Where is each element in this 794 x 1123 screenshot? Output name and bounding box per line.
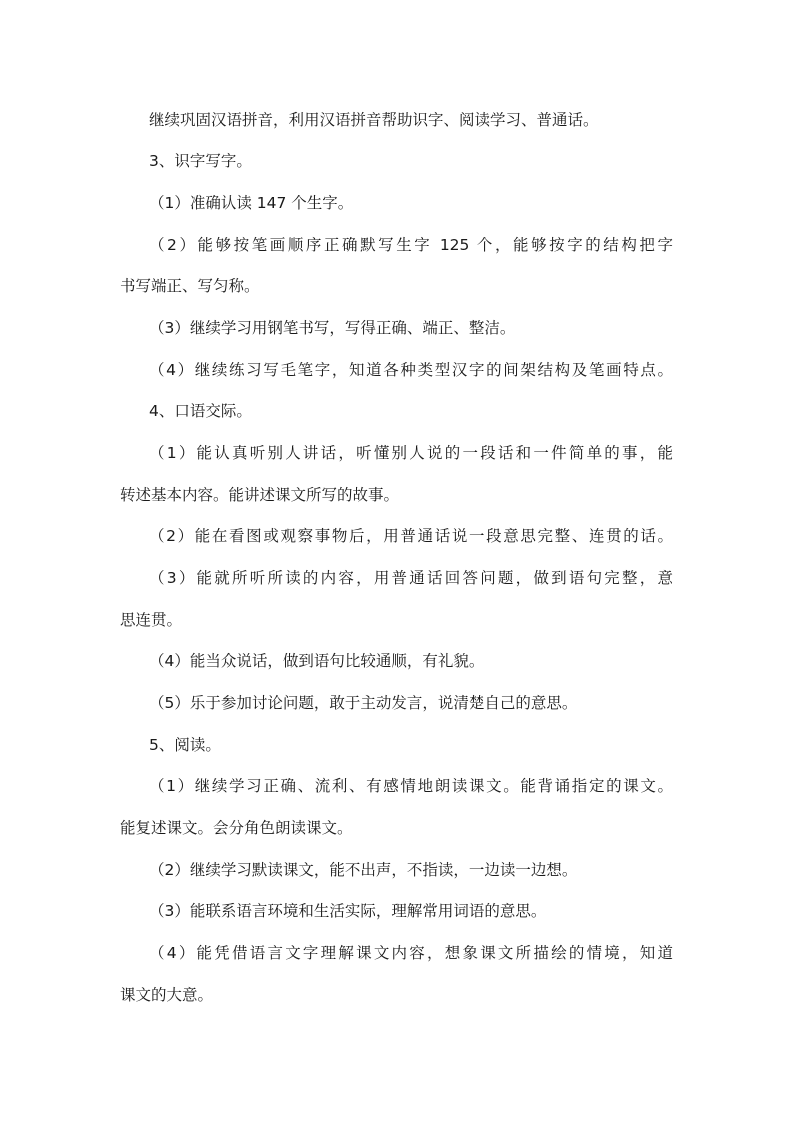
list-item: （1）能认真听别人讲话，听懂别人说的一段话和一件简单的事，能 bbox=[149, 444, 673, 462]
list-item: （4）继续练习写毛笔字，知道各种类型汉字的间架结构及笔画特点。 bbox=[149, 361, 673, 379]
list-item: （2）能在看图或观察事物后，用普通话说一段意思完整、连贯的话。 bbox=[149, 527, 673, 545]
section-heading: 3、识字写字。 bbox=[149, 152, 252, 170]
list-item: （2）能够按笔画顺序正确默写生字 125 个，能够按字的结构把字 bbox=[149, 236, 673, 254]
list-item: （1）准确认读 147 个生字。 bbox=[149, 194, 354, 212]
list-item: （3）能联系语言环境和生活实际，理解常用词语的意思。 bbox=[149, 902, 547, 920]
section-heading: 5、阅读。 bbox=[149, 736, 221, 754]
list-item: （2）继续学习默读课文，能不出声，不指读，一边读一边想。 bbox=[149, 861, 578, 879]
list-item: （3）能就所听所读的内容，用普通话回答问题，做到语句完整，意 bbox=[149, 569, 673, 587]
list-item-continuation: 思连贯。 bbox=[120, 611, 183, 629]
list-item-continuation: 能复述课文。会分角色朗读课文。 bbox=[120, 819, 353, 837]
list-item: （3）继续学习用钢笔书写，写得正确、端正、整洁。 bbox=[149, 319, 516, 337]
list-item-continuation: 课文的大意。 bbox=[120, 986, 214, 1004]
paragraph-line: 继续巩固汉语拼音，利用汉语拼音帮助识字、阅读学习、普通话。 bbox=[149, 111, 599, 129]
list-item: （1）继续学习正确、流利、有感情地朗读课文。能背诵指定的课文。 bbox=[149, 777, 673, 795]
list-item: （5）乐于参加讨论问题，敢于主动发言，说清楚自己的意思。 bbox=[149, 694, 578, 712]
section-heading: 4、口语交际。 bbox=[149, 402, 252, 420]
list-item: （4）能凭借语言文字理解课文内容，想象课文所描绘的情境，知道 bbox=[149, 944, 673, 962]
list-item: （4）能当众说话，做到语句比较通顺，有礼貌。 bbox=[149, 652, 485, 670]
list-item-continuation: 书写端正、写匀称。 bbox=[120, 277, 260, 295]
list-item-continuation: 转述基本内容。能讲述课文所写的故事。 bbox=[120, 486, 400, 504]
